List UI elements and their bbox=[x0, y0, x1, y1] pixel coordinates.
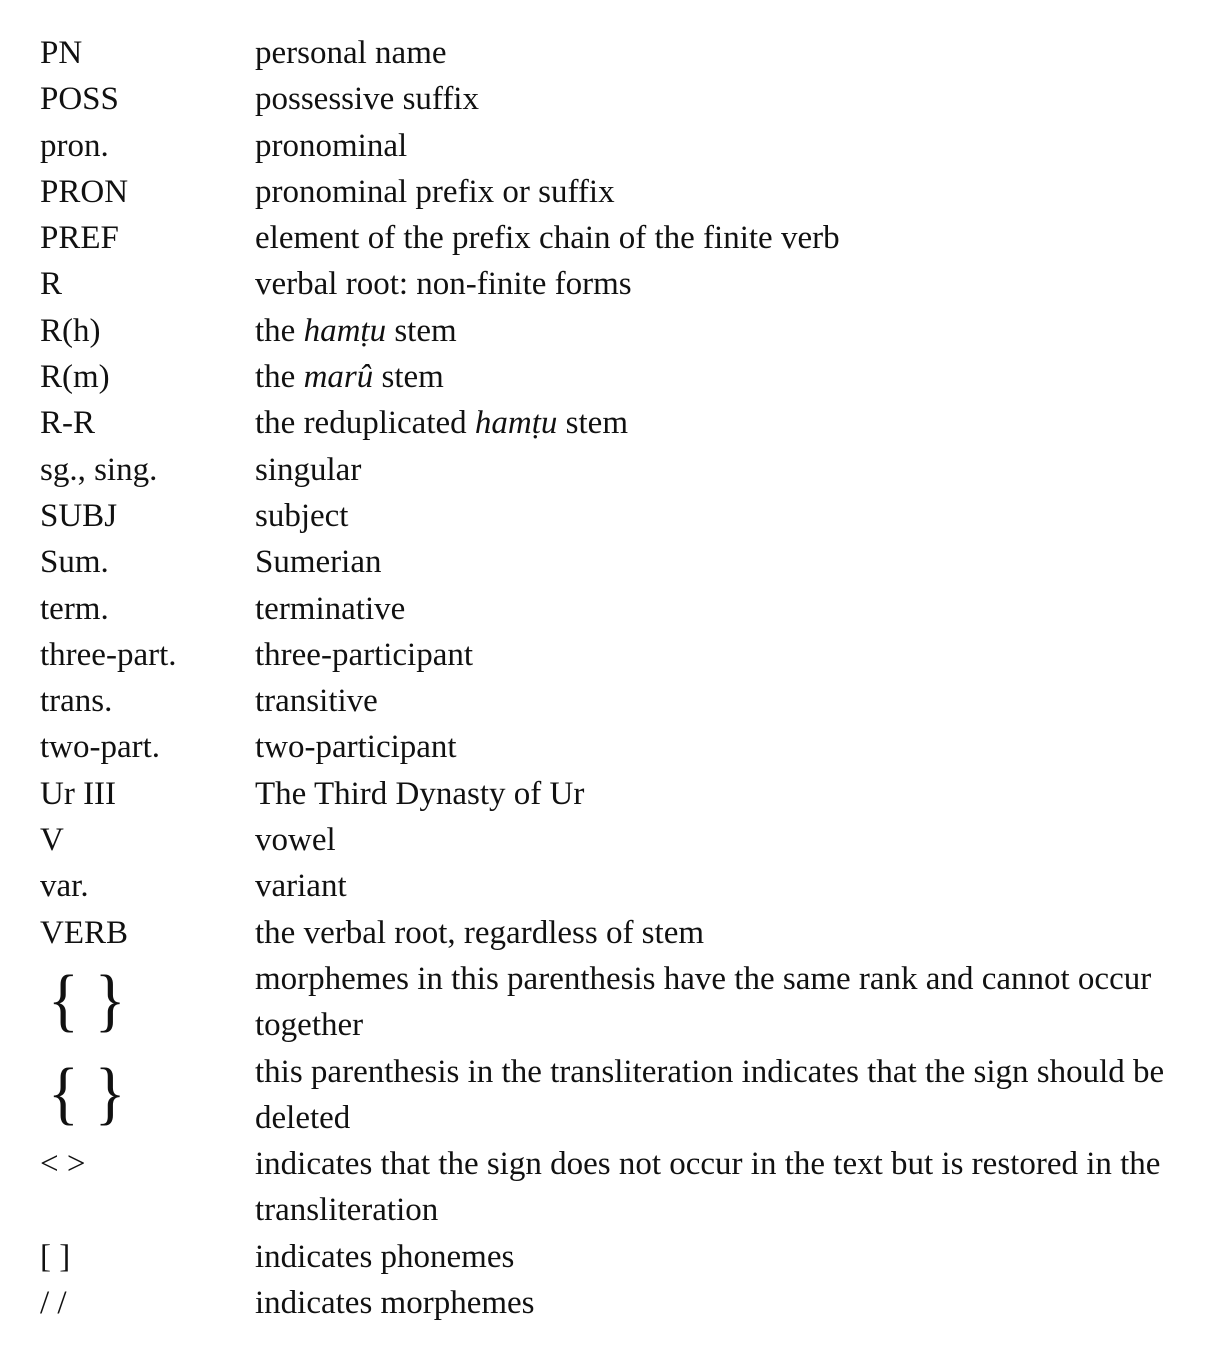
abbreviation-definition bbox=[255, 169, 1200, 215]
abbreviation-definition bbox=[255, 863, 1200, 909]
definition-text: morphemes in this parenthesis have the same rank and cannot occur together bbox=[255, 960, 1152, 1044]
abbreviation-entry bbox=[40, 169, 1200, 215]
abbreviation-entry bbox=[40, 447, 1200, 493]
abbreviation-definition bbox=[255, 910, 1200, 956]
abbreviation-definition bbox=[255, 400, 1200, 446]
definition-text: verbal root: non-finite forms bbox=[255, 266, 632, 303]
abbreviation-entry bbox=[40, 1234, 1200, 1280]
abbreviation-entry bbox=[40, 1141, 1200, 1234]
abbreviation-definition bbox=[255, 1234, 1200, 1280]
abbreviation-definition bbox=[255, 261, 1200, 307]
definition-text: the reduplicated bbox=[255, 405, 475, 442]
abbreviation-term: / / bbox=[40, 1285, 67, 1322]
abbreviation-term: sg., sing. bbox=[40, 451, 158, 488]
abbreviation-definition bbox=[255, 447, 1200, 493]
abbreviation-term: V bbox=[40, 822, 64, 859]
definition-italic-term: marû bbox=[303, 359, 374, 396]
abbreviation-definition bbox=[255, 771, 1200, 817]
definition-text: indicates phonemes bbox=[255, 1238, 515, 1275]
abbreviation-term: R bbox=[40, 266, 63, 303]
definition-text: stem bbox=[386, 312, 457, 349]
abbreviation-term: SUBJ bbox=[40, 497, 118, 534]
definition-text: possessive suffix bbox=[255, 81, 479, 118]
brace-symbol: { } bbox=[48, 960, 126, 1039]
definition-text: the verbal root, regardless of stem bbox=[255, 914, 705, 951]
abbreviation-entry bbox=[40, 30, 1200, 76]
abbreviation-entry bbox=[40, 863, 1200, 909]
abbreviation-term bbox=[40, 1049, 255, 1141]
definition-text: indicates morphemes bbox=[255, 1285, 535, 1322]
abbreviation-term: < > bbox=[40, 1146, 86, 1183]
abbreviation-definition bbox=[255, 632, 1200, 678]
brace-symbol: { } bbox=[48, 1052, 126, 1132]
abbreviation-definition bbox=[255, 76, 1200, 122]
abbreviation-entry bbox=[40, 539, 1200, 585]
abbreviation-definition bbox=[255, 1280, 1200, 1326]
abbreviation-entry bbox=[40, 678, 1200, 724]
abbreviation-definition bbox=[255, 493, 1200, 539]
abbreviation-entry bbox=[40, 586, 1200, 632]
abbreviation-entry bbox=[40, 76, 1200, 122]
definition-text: indicates that the sign does not occur in the text but is restored in the transliteration bbox=[255, 1146, 1161, 1229]
definition-text: element of the prefix chain of the finite verb bbox=[255, 220, 840, 257]
abbreviation-definition bbox=[255, 1049, 1200, 1142]
abbreviation-entry bbox=[40, 493, 1200, 539]
abbreviation-term bbox=[40, 956, 255, 1048]
abbreviation-definition bbox=[255, 30, 1200, 76]
definition-text: terminative bbox=[255, 590, 406, 627]
abbreviation-entry bbox=[40, 308, 1200, 354]
abbreviation-definition bbox=[255, 539, 1200, 585]
abbreviation-term: pron. bbox=[40, 127, 109, 164]
definition-italic-term: hamṭu bbox=[303, 312, 387, 349]
abbreviation-definition bbox=[255, 123, 1200, 169]
definition-text: pronominal prefix or suffix bbox=[255, 173, 615, 210]
abbreviation-entry bbox=[40, 215, 1200, 261]
abbreviation-term: var. bbox=[40, 868, 89, 905]
abbreviation-term: POSS bbox=[40, 81, 119, 118]
abbreviation-term: PREF bbox=[40, 220, 119, 257]
definition-text: personal name bbox=[255, 35, 447, 71]
abbreviation-entry bbox=[40, 354, 1200, 400]
abbreviation-entry bbox=[40, 261, 1200, 307]
definition-text: this parenthesis in the transliteration indicates that the sign should be deleted bbox=[255, 1053, 1165, 1136]
abbreviation-entry bbox=[40, 956, 1200, 1049]
definition-text: stem bbox=[373, 359, 444, 396]
abbreviation-term: term. bbox=[40, 590, 109, 627]
abbreviation-definition bbox=[255, 586, 1200, 632]
abbreviation-definition bbox=[255, 956, 1200, 1049]
abbreviation-term: R(h) bbox=[40, 312, 101, 349]
abbreviation-entry bbox=[40, 400, 1200, 446]
definition-text: three-participant bbox=[255, 636, 474, 673]
abbreviation-term: PRON bbox=[40, 173, 129, 210]
abbreviation-term: PN bbox=[40, 35, 83, 71]
abbreviation-definition bbox=[255, 354, 1200, 400]
abbreviation-entry bbox=[40, 910, 1200, 956]
abbreviation-definition bbox=[255, 215, 1200, 261]
abbreviation-entry bbox=[40, 123, 1200, 169]
definition-italic-term: hamṭu bbox=[474, 405, 558, 442]
definition-text: vowel bbox=[255, 822, 336, 859]
abbreviation-term: trans. bbox=[40, 683, 113, 720]
abbreviation-entry bbox=[40, 1280, 1200, 1326]
abbreviation-entry bbox=[40, 632, 1200, 678]
definition-text: the bbox=[255, 359, 304, 396]
abbreviation-entry bbox=[40, 1049, 1200, 1142]
abbreviation-entry bbox=[40, 771, 1200, 817]
abbreviation-entry bbox=[40, 817, 1200, 863]
abbreviation-term: Ur III bbox=[40, 775, 117, 812]
definition-text: stem bbox=[557, 405, 628, 442]
abbreviation-list bbox=[40, 30, 1200, 1326]
definition-text: The Third Dynasty of Ur bbox=[255, 775, 585, 812]
definition-text: transitive bbox=[255, 683, 378, 720]
abbreviation-entry bbox=[40, 724, 1200, 770]
abbreviation-definition bbox=[255, 1141, 1200, 1234]
abbreviation-term: VERB bbox=[40, 914, 129, 951]
definition-text: singular bbox=[255, 451, 362, 488]
abbreviation-term: three-part. bbox=[40, 636, 177, 673]
definition-text: two-participant bbox=[255, 729, 457, 766]
abbreviation-definition bbox=[255, 724, 1200, 770]
abbreviation-term: two-part. bbox=[40, 729, 161, 766]
abbreviation-term: R-R bbox=[40, 405, 96, 442]
definition-text: Sumerian bbox=[255, 544, 382, 581]
abbreviation-definition bbox=[255, 678, 1200, 724]
definition-text: variant bbox=[255, 868, 347, 905]
abbreviation-term: [ ] bbox=[40, 1238, 71, 1275]
abbreviation-definition bbox=[255, 817, 1200, 863]
abbreviation-term: R(m) bbox=[40, 359, 110, 396]
abbreviation-term: Sum. bbox=[40, 544, 109, 581]
definition-text: pronominal bbox=[255, 127, 408, 164]
definition-text: subject bbox=[255, 497, 349, 534]
abbreviation-definition bbox=[255, 308, 1200, 354]
definition-text: the bbox=[255, 312, 304, 349]
